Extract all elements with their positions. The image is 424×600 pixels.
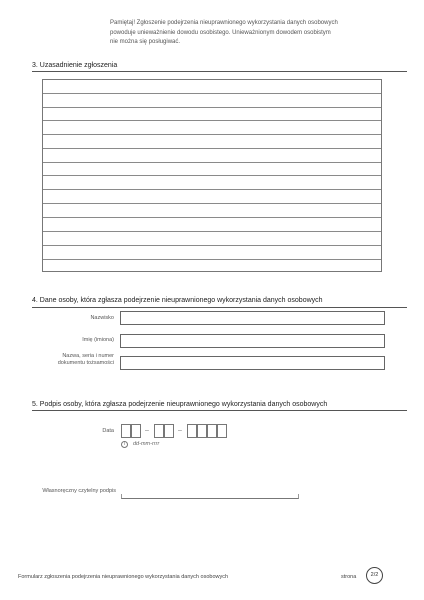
section-4-divider [32,307,407,308]
reason-line [43,148,381,149]
date-input [121,424,231,438]
page-number-badge: 2/2 [366,567,383,584]
reason-line [43,231,381,232]
surname-label: Nazwisko [90,315,114,321]
date-separator: – [145,427,149,434]
reason-line [43,120,381,121]
section-3-divider [32,71,407,72]
section-5-title: 5. Podpis osoby, która zgłasza podejrzenie nieuprawnionego wykorzystania danych osobowych [32,401,328,408]
notice-line-2: powoduje unieważnienie dowodu osobistego. Unieważnionym dowodem osobistym [110,29,331,36]
firstname-field[interactable] [120,334,385,348]
day-digit-2[interactable] [131,424,141,438]
document-field[interactable] [120,356,385,370]
date-format-hint: dd-mm-rrrr [133,441,160,447]
date-label: Data [102,428,114,434]
section-3-title: 3. Uzasadnienie zgłoszenia [32,62,118,69]
year-digit-1[interactable] [187,424,197,438]
reason-line [43,175,381,176]
reason-line [43,203,381,204]
reason-line [43,134,381,135]
reason-line [43,189,381,190]
date-separator: – [178,427,182,434]
document-label-line-2: dokumentu tożsamości [57,360,114,366]
year-digit-4[interactable] [217,424,227,438]
info-icon: i [121,441,128,448]
reason-textarea[interactable] [42,79,382,272]
firstname-label: Imię (imiona) [82,337,114,343]
section-4-title: 4. Dane osoby, która zgłasza podejrzenie nieuprawnionego wykorzystania danych osobowych [32,297,323,304]
notice-line-1: Pamiętaj! Zgłoszenie podejrzenia nieuprawnionego wykorzystania danych osobowych [110,20,338,26]
signature-field[interactable] [121,494,299,499]
footer-form-name: Formularz zgłoszenia podejrzenia nieuprawnionego wykorzystania danych osobowych [18,574,229,580]
notice-text [110,19,380,48]
year-digit-2[interactable] [197,424,207,438]
reason-line [43,162,381,163]
month-digit-2[interactable] [164,424,174,438]
month-digit-1[interactable] [154,424,164,438]
reason-line [43,107,381,108]
reason-line [43,93,381,94]
year-digit-3[interactable] [207,424,217,438]
day-digit-1[interactable] [121,424,131,438]
footer-page-label: strona [341,574,357,580]
document-label [40,353,114,367]
notice-line-3: nie można się posługiwać. [110,39,181,45]
document-label-line-1: Nazwa, seria i numer [62,353,114,359]
signature-label: Własnoręczny czytelny podpis [42,488,116,494]
reason-line [43,217,381,218]
section-5-divider [32,410,407,411]
surname-field[interactable] [120,311,385,325]
reason-line [43,259,381,260]
reason-line [43,245,381,246]
